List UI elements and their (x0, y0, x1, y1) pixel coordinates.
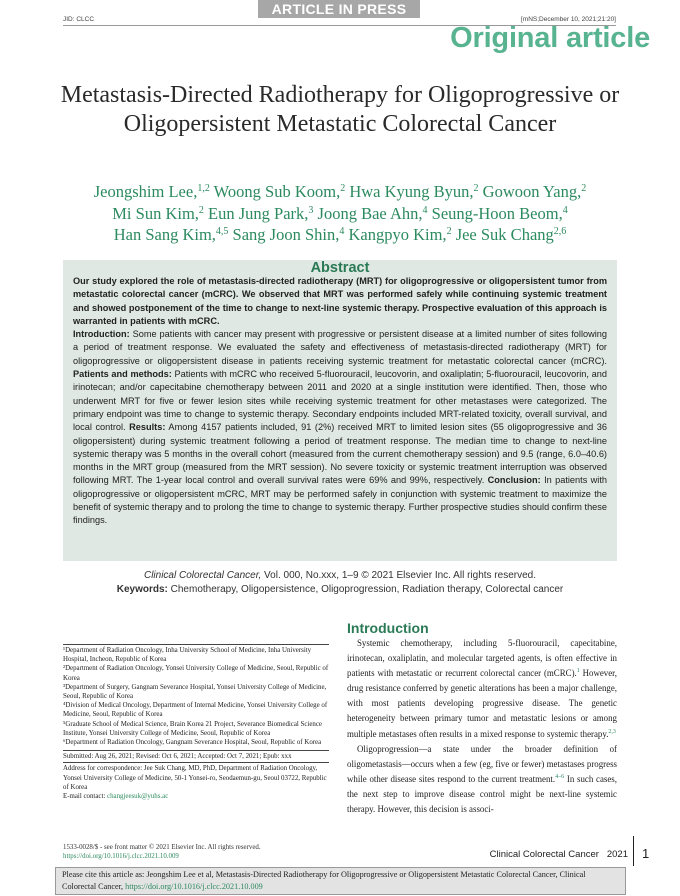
intro-text: Systemic chemotherapy, including 5-fluorouracil, capecitabine, irinotecan, oxaliplatin, and molecular targeted agents, is often effective in patients with metastatic or recurrent colorectal cancer (mCRC). (347, 638, 617, 679)
intro-text: In such cases, the next step to improve disease control might be next-line systemic therapy. However, this decision is associ- (347, 773, 617, 815)
author[interactable]: Gowoon Yang,$^2$ (482, 182, 587, 201)
intro-paragraph (347, 742, 617, 817)
author[interactable]: Kangpyo Kim,$^2$ (348, 225, 452, 244)
author[interactable]: Hwa Kyung Byun,$^2$ (349, 182, 479, 201)
footer-year: 2021 (606, 849, 628, 860)
cite-doi-link[interactable]: https://doi.org/10.1016/j.clcc.2021.10.009 (125, 882, 263, 891)
affiliation: ¹Department of Radiation Oncology, Inha University School of Medicine, Inha University Hospital, Incheon, Republic of Korea (63, 647, 312, 664)
page-number: 1 (642, 846, 650, 861)
author[interactable]: Mi Sun Kim,$^2$ (112, 203, 204, 223)
journal-id: JID: CLCC (63, 16, 95, 23)
cite-this-article-box (55, 867, 626, 895)
copyright-block (63, 843, 261, 861)
introduction-body (347, 636, 617, 817)
copyright-line: 1533-0028/$ - see front matter © 2021 Elsevier Inc. All rights reserved. (63, 844, 261, 851)
footer-journal (490, 849, 628, 860)
paper-title: Metastasis-Directed Radiotherapy for Oligoprogressive or Oligopersistent Metastatic Colorectal Cancer (60, 82, 620, 137)
affiliation: ⁶Department of Radiation Oncology, Gangnam Severance Hospital, Seoul, Republic of Korea (63, 739, 322, 747)
article-in-press-banner: ARTICLE IN PRESS (258, 0, 420, 18)
affiliation: ⁵Graduate School of Medical Science, Brain Korea 21 Project, Severance Biomedical Science Institute, Yonsei University College of Medicine, Seoul, Republic of Korea (63, 720, 322, 737)
introduction-heading: Introduction (347, 620, 429, 636)
affiliations-rule (63, 644, 329, 645)
conclusion-label: Conclusion: (484, 475, 541, 486)
results-label: Results: (125, 422, 166, 433)
footer-journal-name: Clinical Colorectal Cancer (489, 849, 599, 860)
results-text: Among 4157 patients included, 91 (2%) received MRT to limited lesion sites (55 oligoprogressive and 36 oligopersistent) during systemic treatment following a period of treatment response. The median time to change to next-line systemic therapy was 5 months in the overall cohort (measured from the current chemotherapy session) and 9.5 (range, 6.0–40.6) months in the MRT group (measured from the MRT session). No severe toxicity or systemic treatment interruption was observed following MRT. The 1-year local control and overall survival rates were 69% and 99%, respectively. (73, 422, 607, 486)
intro-text: However, drug resistance conferred by genetic alterations has been a major challenge, with most patients developing progressive disease. The genetic heterogeneity between primary tumor and metastatic lesions or among multiple metastases often results in a mixed response to systemic therapy. (347, 668, 618, 739)
reference-link[interactable]: 1 (576, 668, 580, 675)
affiliation: ⁴Division of Medical Oncology, Department of Internal Medicine, Yonsei University College of Medicine, Seoul, Republic of Korea (63, 702, 328, 719)
reference-link[interactable]: 2,3 (608, 728, 616, 735)
footer-divider (633, 836, 634, 866)
intro-label: Introduction: (73, 329, 130, 340)
author[interactable]: Woong Sub Koom,$^2$ (213, 182, 346, 201)
journal-citation (63, 570, 617, 581)
abstract-box (63, 260, 617, 561)
keywords-text: Chemotherapy, Oligopersistence, Oligoprogression, Radiation therapy, Colorectal cancer (167, 584, 564, 595)
author[interactable]: Jee Suk Chang$^{2,6}$ (455, 225, 567, 244)
author[interactable]: Joong Bae Ahn,$^4$ (317, 203, 428, 223)
affiliations-block (63, 644, 329, 801)
reference-link[interactable]: 4–6 (555, 773, 565, 780)
intro-text: Some patients with cancer may present with progressive or persistent disease at a limited number of sites following a period of treatment response. We evaluated the safety and effectiveness of metastasis-directed radiotherapy (MRT) for oligoprogressive or oligopersistent disease in patients receiving systemic treatment for metastatic colorectal cancer (mCRC). (73, 329, 607, 366)
author[interactable]: Seung-Hoon Beom,$^4$ (431, 203, 568, 223)
affiliation: ³Department of Surgery, Gangnam Severance Hospital, Yonsei University College of Medicine, Seoul, Republic of Korea (63, 683, 327, 701)
abstract-body (73, 275, 607, 528)
abstract-heading: Abstract (310, 260, 370, 276)
journal-name: Clinical Colorectal Cancer, (143, 570, 262, 581)
submission-dates: Submitted: Aug 26, 2021; Revised: Oct 6, 2021; Accepted: Oct 7, 2021; Epub: xxx (63, 750, 329, 763)
methods-text: Patients with mCRC who received 5-fluorouracil, leucovorin, and oxaliplatin; 5-fluorouracil, leucovorin, and irinotecan; and/or capecitabine chemotherapy between 2011 and 2020 at a single institution were identified. Then, those who underwent MRT for five or fewer lesion sites while receiving systemic treatment for other metastases were categorized. The primary endpoint was time to change to systemic therapy. Secondary endpoints included MRT-related toxicity, overall survival, and local control. (73, 369, 607, 433)
article-type: Original article (450, 22, 650, 54)
email-link[interactable]: changjeesuk@yuhs.ac (107, 793, 169, 801)
intro-paragraph (347, 636, 617, 742)
affiliation: ²Department of Radiation Oncology, Yonsei University College of Medicine, Seoul, Republic of Korea (63, 665, 329, 682)
cite-text: Please cite this article as: Jeongshim Lee et al, Metastasis-Directed Radiotherapy for Oligoprogressive or Oligopersistent Metastatic Colorectal Cancer, Clinical Colorectal Cancer, (62, 870, 586, 891)
author[interactable]: Sang Joon Shin,$^4$ (232, 225, 345, 244)
methods-label: Patients and methods: (73, 369, 172, 380)
build-meta: [mNS;December 10, 2021;21:20] (520, 16, 616, 23)
abstract-summary: Our study explored the role of metastasis-directed radiotherapy (MRT) for oligoprogressive or oligopersistent tumor from metastatic colorectal cancer (mCRC). We observed that MRT was performed safely while continuing systemic treatment and showed postponement of the time to change to next-line systemic therapy. Prospective evaluation of this approach is warranted in patients with mCRC. (73, 276, 607, 326)
correspondence: Address for correspondence: Jee Suk Chang, MD, PhD, Department of Radiation Oncology, Yonsei University College of Medicine, 50-1 Yonsei-ro, Seodaemun-gu, Seoul 03722, Republic of Korea (63, 765, 327, 791)
author[interactable]: Jeongshim Lee,$^{1,2}$ (93, 182, 210, 201)
citation-details: Vol. 000, No.xxx, 1–9 © 2021 Elsevier Inc. All rights reserved. (261, 570, 536, 581)
email-label: E-mail contact: (63, 793, 108, 801)
author-list (60, 181, 620, 246)
author[interactable]: Han Sang Kim,$^{4,5}$ (113, 225, 229, 244)
author[interactable]: Eun Jung Park,$^3$ (208, 203, 314, 223)
intro-text: Oligoprogression—a state under the broader definition of oligometastasis—occurs when a few (eg, five or fewer) metastases progress while other disease sites respond to the current treatment. (347, 743, 617, 784)
doi-link[interactable]: https://doi.org/10.1016/j.clcc.2021.10.009 (63, 853, 179, 860)
abstract-paragraph (73, 328, 607, 527)
conclusion-text: In patients with oligoprogressive or oligopersistent mCRC, MRT may be performed safely in conjunction with systemic treatment to maximize the benefit of systemic therapy and to prolong the time to change to systemic therapy. Further prospective studies should confirm these findings. (73, 475, 608, 526)
email-line (63, 792, 329, 801)
keywords (63, 584, 617, 595)
keywords-label: Keywords: (116, 584, 168, 595)
